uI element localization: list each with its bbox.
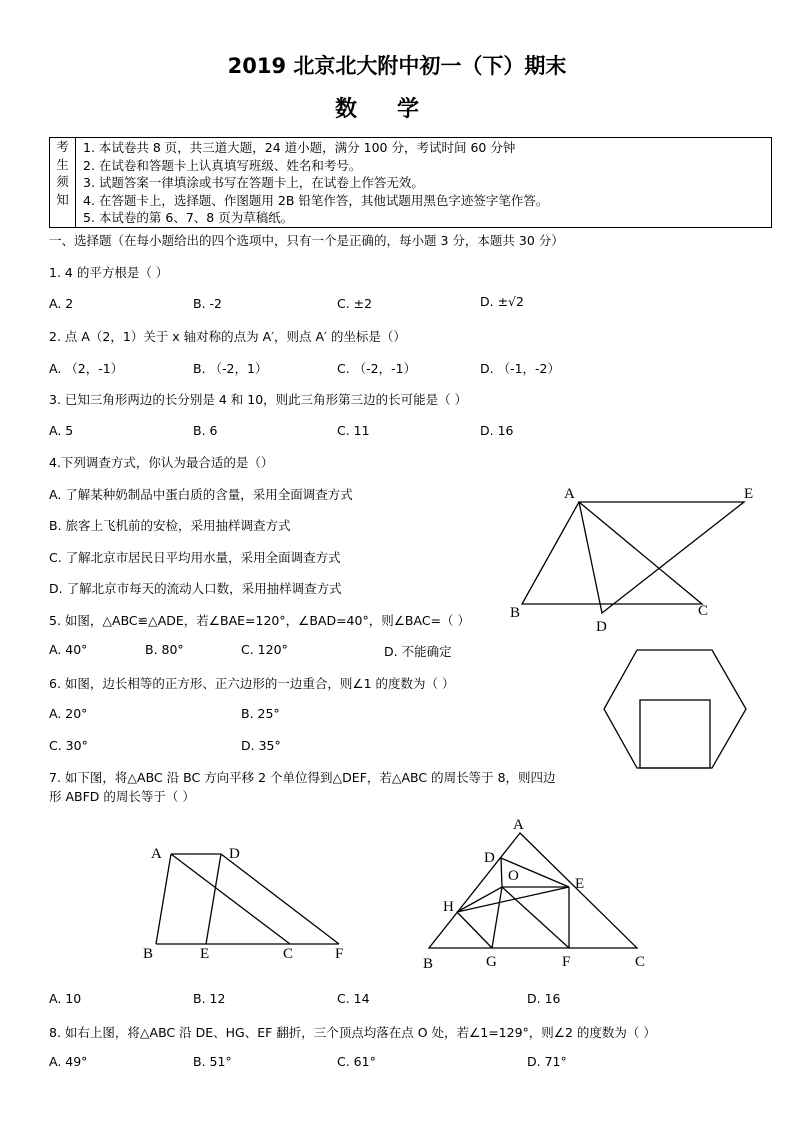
section-heading: 一、选择题（在每小题给出的四个选项中，只有一个是正确的，每小题 3 分，本题共 30 分） [49, 233, 564, 248]
q1-stem: 1. 4 的平方根是（ ） [49, 265, 169, 280]
seg-ho [457, 887, 502, 912]
notice-side-char: 考 [56, 139, 69, 154]
label-b: B [423, 956, 434, 972]
seg-og [492, 887, 502, 948]
q5-stem: 5. 如图，△ABC≌△ADE，若∠BAE=120°，∠BAD=40°，则∠BAC=（ ） [49, 613, 470, 628]
q5-option-c: C. 120° [241, 642, 288, 657]
q1-option-c: C. ±2 [337, 296, 373, 311]
q7-option-d: D. 16 [527, 991, 561, 1006]
q5-option-a: A. 40° [49, 642, 88, 657]
q7-stem-line1: 7. 如下图，将△ABC 沿 BC 方向平移 2 个单位得到△DEF，若△ABC 的周长等于 8，则四边 [49, 770, 556, 785]
side-ab [156, 854, 171, 944]
q7-stem-line2: 形 ABFD 的周长等于（ ） [49, 789, 195, 804]
label-a: A [513, 817, 524, 833]
side-de [206, 854, 221, 944]
q8-figure [415, 815, 665, 975]
notice-list [83, 139, 548, 227]
label-c: C [283, 946, 294, 962]
notice-side-label [50, 138, 76, 227]
q8-option-a: A. 49° [49, 1054, 88, 1069]
label-b: B [510, 605, 521, 621]
q3-option-a: A. 5 [49, 423, 74, 438]
notice-box [49, 137, 772, 228]
q5-option-b: B. 80° [145, 642, 184, 657]
fold-hg [457, 912, 492, 948]
label-h: H [443, 899, 454, 915]
label-a: A [151, 846, 162, 862]
subject-title: 数学 [334, 97, 459, 122]
q1-option-d: D. ±√2 [480, 294, 524, 309]
q7-option-c: C. 14 [337, 991, 370, 1006]
q1-option-b: B. -2 [193, 296, 222, 311]
label-e: E [575, 876, 585, 892]
q7-option-a: A. 10 [49, 991, 82, 1006]
q2-option-c: C. （-2，-1） [337, 361, 417, 376]
notice-item: 4. 在答题卡上，选择题、作图题用 2B 铅笔作答，其他试题用黑色字迹签字笔作答。 [83, 192, 549, 208]
notice-item: 2. 在试卷和答题卡上认真填写班级、姓名和考号。 [83, 157, 362, 173]
q8-option-d: D. 71° [527, 1054, 567, 1069]
q5-option-d: D. 不能确定 [384, 644, 452, 659]
label-c: C [635, 954, 646, 970]
label-f: F [335, 946, 344, 962]
seg-do [501, 858, 502, 887]
q3-option-d: D. 16 [480, 423, 514, 438]
seg-of [502, 887, 569, 948]
hexagon [604, 650, 746, 768]
label-o: O [508, 868, 519, 884]
q4-option-c: C. 了解北京市居民日平均用水量，采用全面调查方式 [49, 550, 341, 565]
q8-option-c: C. 61° [337, 1054, 376, 1069]
notice-item: 5. 本试卷的第 6、7、8 页为草稿纸。 [83, 210, 294, 225]
q1-option-a: A. 2 [49, 296, 74, 311]
label-c: C [698, 603, 709, 619]
label-d: D [229, 846, 240, 862]
label-d: D [596, 619, 607, 635]
exam-title: 2019 北京北大附中初一（下）期末 [227, 54, 567, 78]
q2-option-a: A. （2，-1） [49, 361, 124, 376]
label-g: G [486, 954, 497, 970]
q6-figure [600, 645, 750, 773]
side-df [221, 854, 339, 944]
side-ac [171, 854, 290, 944]
square [640, 700, 710, 768]
notice-item: 3. 试题答案一律填涂或书写在答题卡上，在试卷上作答无效。 [83, 175, 424, 190]
label-d: D [484, 850, 495, 866]
q6-option-c: C. 30° [49, 738, 88, 753]
notice-side-char: 须 [56, 174, 69, 189]
q3-stem: 3. 已知三角形两边的长分别是 4 和 10，则此三角形第三边的长可能是（ ） [49, 392, 468, 407]
q4-stem: 4.下列调查方式，你认为最合适的是（） [49, 455, 274, 470]
q6-option-d: D. 35° [241, 738, 281, 753]
q6-stem: 6. 如图，边长相等的正方形、正六边形的一边重合，则∠1 的度数为（ ） [49, 676, 455, 691]
q6-option-b: B. 25° [241, 706, 280, 721]
label-e: E [200, 946, 210, 962]
label-b: B [143, 946, 154, 962]
q2-stem: 2. 点 A（2，1）关于 x 轴对称的点为 A′，则点 A′ 的坐标是（） [49, 329, 406, 344]
label-a: A [564, 486, 575, 502]
label-e: E [744, 486, 754, 502]
q7-figure [140, 840, 360, 965]
notice-side-char: 生 [56, 156, 69, 172]
q8-stem: 8. 如右上图，将△ABC 沿 DE、HG、EF 翻折，三个顶点均落在点 O 处，若∠1=129°，则∠2 的度数为（ ） [49, 1025, 656, 1040]
triangle-abc [522, 502, 702, 604]
notice-side-char: 知 [56, 191, 69, 207]
q4-option-d: D. 了解北京市每天的流动人口数，采用抽样调查方式 [49, 581, 342, 596]
triangle-ade [579, 502, 744, 613]
q8-option-b: B. 51° [193, 1054, 232, 1069]
q4-option-b: B. 旅客上飞机前的安检，采用抽样调查方式 [49, 518, 291, 533]
q2-option-b: B. （-2，1） [193, 361, 268, 376]
q2-option-d: D. （-1，-2） [480, 361, 560, 376]
q4-option-a: A. 了解某种奶制品中蛋白质的含量，采用全面调查方式 [49, 487, 353, 502]
q5-figure [500, 480, 770, 635]
q3-option-b: B. 6 [193, 423, 218, 438]
label-f: F [562, 954, 571, 970]
notice-item: 1. 本试卷共 8 页，共三道大题，24 道小题，满分 100 分，考试时间 60 分钟 [83, 140, 516, 155]
q3-option-c: C. 11 [337, 423, 370, 438]
q6-option-a: A. 20° [49, 706, 88, 721]
triangle-abc [429, 833, 637, 948]
q7-option-b: B. 12 [193, 991, 226, 1006]
